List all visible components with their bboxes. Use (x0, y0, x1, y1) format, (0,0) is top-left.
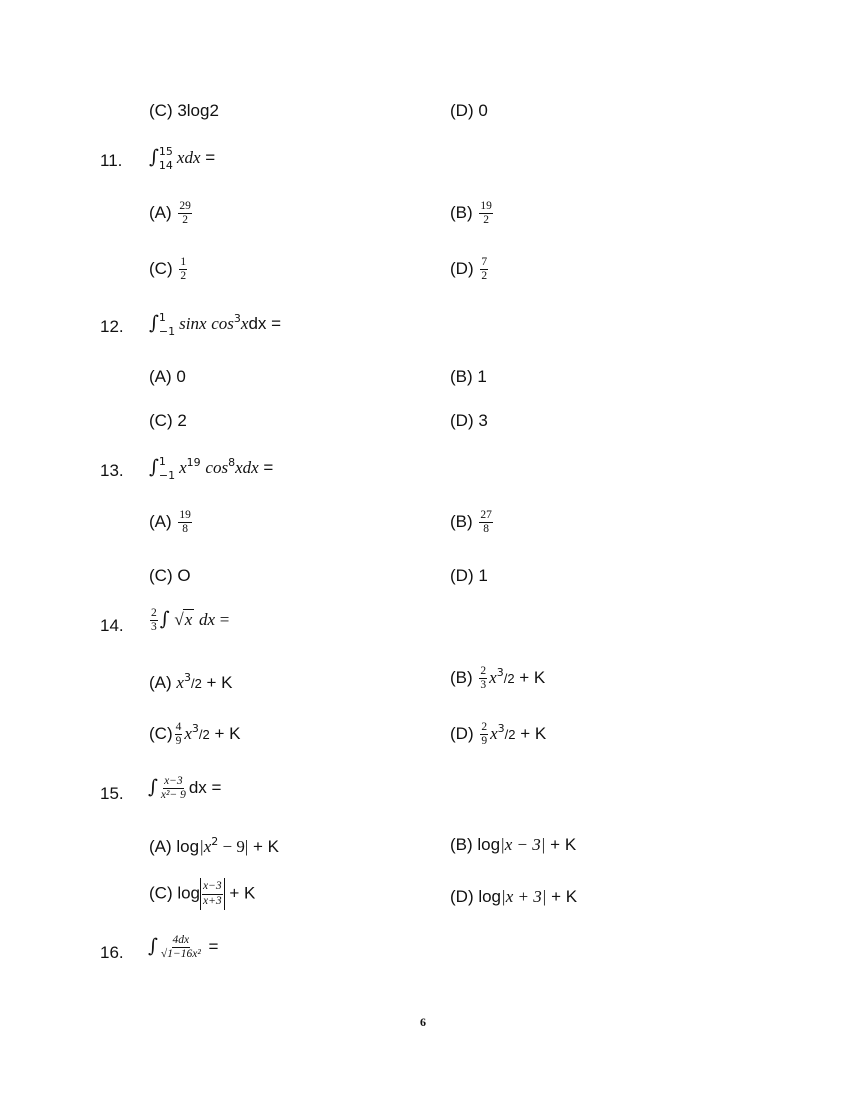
q11-c-fraction (179, 256, 187, 283)
q14-a-slash: /2 (190, 676, 202, 691)
q13-b-numerator: 27 (479, 509, 493, 523)
q16-numerator: 4dx (172, 934, 191, 948)
q16-number: 16. (100, 943, 124, 962)
q11-number: 11. (100, 151, 123, 170)
q14-d-numerator: 2 (480, 721, 488, 735)
q15-numerator: x−3 (163, 775, 184, 789)
q15-option-d (450, 887, 577, 907)
q10-option-d: (D) 0 (450, 101, 488, 120)
q15-fraction (160, 775, 187, 802)
q15-b-expr: |x − 3| (500, 835, 546, 854)
q14-d-x: x (490, 724, 498, 744)
q15-integral-sign: ∫ (148, 776, 158, 799)
q12-limits (159, 311, 175, 339)
q15-a-power: 2 (211, 835, 219, 848)
q15-d-constant: + K (546, 887, 578, 906)
q16-integral-sign: ∫ (148, 935, 158, 958)
q11-upper-limit: 15 (158, 145, 173, 158)
q15-b-label: (B) log (450, 835, 501, 854)
q14-coef-numerator: 2 (150, 607, 158, 621)
q11-b-fraction (479, 200, 493, 227)
q14-a-power: 3 (183, 671, 191, 684)
q13-b-label: (B) (450, 512, 473, 532)
q13-stem (149, 455, 273, 483)
q15-d-label: (D) log (450, 887, 502, 906)
q14-d-fraction (480, 721, 488, 748)
q12-power: 3 (233, 312, 241, 326)
q14-a-x: x (176, 673, 184, 692)
q14-c-power: 3 (191, 722, 199, 736)
q11-d-denominator: 2 (481, 270, 488, 283)
q15-b-constant: + K (545, 835, 577, 854)
q14-option-d (450, 721, 546, 748)
q16-stem (148, 934, 218, 961)
q12-number: 12. (100, 317, 124, 336)
q14-b-slash: /2 (503, 671, 515, 687)
q13-limits (159, 455, 175, 483)
q11-b-label: (B) (450, 203, 473, 223)
q12-option-a: (A) 0 (149, 367, 186, 386)
q15-denominator: x²− 9 (160, 789, 186, 802)
q15-c-label: (C) log (149, 883, 201, 903)
q15-a-label: (A) log (149, 837, 200, 856)
q13-a-label: (A) (149, 512, 172, 532)
q16-denominator: √1−16x² (160, 948, 201, 961)
q14-radical: √ (174, 610, 184, 630)
q11-c-label: (C) (149, 259, 173, 279)
q11-limits (159, 145, 173, 173)
q16-equals: = (208, 937, 219, 957)
q11-a-numerator: 29 (178, 200, 192, 214)
q15-dx: dx (188, 778, 207, 798)
q11-option-b (450, 200, 495, 227)
q16-fraction (160, 934, 202, 961)
q11-d-numerator: 7 (480, 256, 488, 270)
q14-b-power: 3 (496, 666, 504, 680)
q12-equals: = (271, 314, 282, 334)
q11-c-numerator: 1 (179, 256, 187, 270)
q13-a-fraction (178, 509, 192, 536)
q13-a-numerator: 19 (178, 509, 192, 523)
q11-d-fraction (480, 256, 488, 283)
q14-dx: dx (199, 610, 216, 630)
q11-c-denominator: 2 (180, 270, 187, 283)
q15-a-constant: + K (248, 837, 280, 856)
q13-option-c: (C) O (149, 566, 191, 585)
q14-coef-denominator: 3 (151, 621, 157, 634)
q13-number: 13. (100, 461, 124, 480)
q14-a-label: (A) (149, 673, 172, 692)
q14-integral-sign: ∫ (159, 608, 170, 631)
q15-c-fraction (202, 880, 223, 907)
q14-b-constant: + K (519, 668, 546, 688)
q14-d-denominator: 9 (481, 735, 488, 748)
q14-b-fraction (479, 665, 487, 692)
q11-integral-sign: ∫ (149, 146, 159, 169)
q15-option-a (149, 835, 279, 857)
q10-option-c: (C) 3log2 (149, 101, 219, 120)
q11-lower-limit: 14 (158, 158, 173, 172)
q14-radicand: x (184, 610, 193, 630)
q14-coefficient (150, 607, 158, 634)
q13-b-fraction (479, 509, 493, 536)
q15-number: 15. (100, 784, 124, 803)
q12-cos: cos (211, 314, 234, 334)
q13-x-power: 19 (186, 456, 201, 470)
q15-c-numerator: x−3 (202, 880, 223, 894)
q13-lower-limit: −1 (158, 468, 176, 482)
q13-cos-power: 8 (228, 456, 236, 470)
q11-a-denominator: 2 (182, 214, 189, 227)
q13-upper-limit: 1 (158, 455, 166, 468)
q12-upper-limit: 1 (158, 311, 166, 324)
q14-b-denominator: 3 (480, 679, 487, 692)
q11-d-label: (D) (450, 259, 474, 279)
q13-option-b (450, 509, 495, 536)
q11-b-denominator: 2 (483, 214, 490, 227)
q14-option-c (149, 721, 240, 748)
q15-a-expr: |x (199, 837, 212, 856)
q14-b-numerator: 2 (479, 665, 487, 679)
q12-option-c: (C) 2 (149, 411, 187, 430)
q11-option-d (450, 256, 490, 283)
q14-c-fraction (175, 721, 183, 748)
q11-equals: = (205, 148, 216, 168)
q13-xdx: xdx (235, 458, 259, 478)
q14-option-b (450, 665, 545, 692)
q14-c-numerator: 4 (175, 721, 183, 735)
q14-b-x: x (489, 668, 497, 688)
q15-c-constant: + K (224, 883, 256, 903)
q12-option-b: (B) 1 (450, 367, 487, 386)
q11-option-c (149, 256, 189, 283)
q14-d-power: 3 (497, 722, 505, 736)
q13-x: x (179, 458, 187, 478)
q15-option-b (450, 835, 576, 855)
q14-a-constant: + K (206, 673, 233, 692)
q14-c-label: (C) (149, 724, 173, 744)
q15-option-c (149, 878, 255, 910)
q13-equals: = (263, 458, 274, 478)
q13-option-d: (D) 1 (450, 566, 488, 585)
q15-a-expr-tail: − 9| (218, 837, 249, 856)
q15-equals: = (211, 778, 222, 798)
q12-integral-sign: ∫ (149, 312, 159, 335)
q14-d-constant: + K (520, 724, 547, 744)
q14-c-constant: + K (214, 724, 241, 744)
q15-stem (148, 775, 221, 802)
q14-d-label: (D) (450, 724, 474, 744)
q11-b-numerator: 19 (479, 200, 493, 214)
q14-b-label: (B) (450, 668, 473, 688)
q12-option-d: (D) 3 (450, 411, 488, 430)
q13-cos: cos (205, 458, 229, 478)
q12-stem (149, 311, 281, 339)
q14-c-slash: /2 (198, 727, 210, 743)
q12-x: x (240, 314, 249, 334)
q15-d-expr: |x + 3| (501, 887, 547, 906)
q11-integrand: xdx (176, 148, 201, 168)
q14-c-x: x (184, 724, 192, 744)
q11-option-a (149, 200, 194, 227)
q14-d-slash: /2 (504, 727, 516, 743)
q12-lower-limit: −1 (158, 324, 176, 338)
q14-c-denominator: 9 (175, 735, 182, 748)
q11-stem (149, 145, 215, 173)
q13-option-a (149, 509, 194, 536)
q14-equals: = (219, 610, 230, 630)
q15-c-denominator: x+3 (203, 894, 222, 907)
q15-c-abs-left (200, 878, 201, 910)
q11-a-label: (A) (149, 203, 172, 223)
q11-a-fraction (178, 200, 192, 227)
q13-b-denominator: 8 (483, 523, 490, 536)
page-number: 6 (420, 1015, 426, 1029)
q14-option-a (149, 671, 233, 693)
q14-stem (148, 607, 229, 634)
q13-a-denominator: 8 (182, 523, 189, 536)
q13-integral-sign: ∫ (149, 456, 159, 479)
q12-sinx: sinx (179, 314, 207, 334)
q14-number: 14. (100, 616, 124, 635)
q12-dx: dx (248, 314, 267, 334)
